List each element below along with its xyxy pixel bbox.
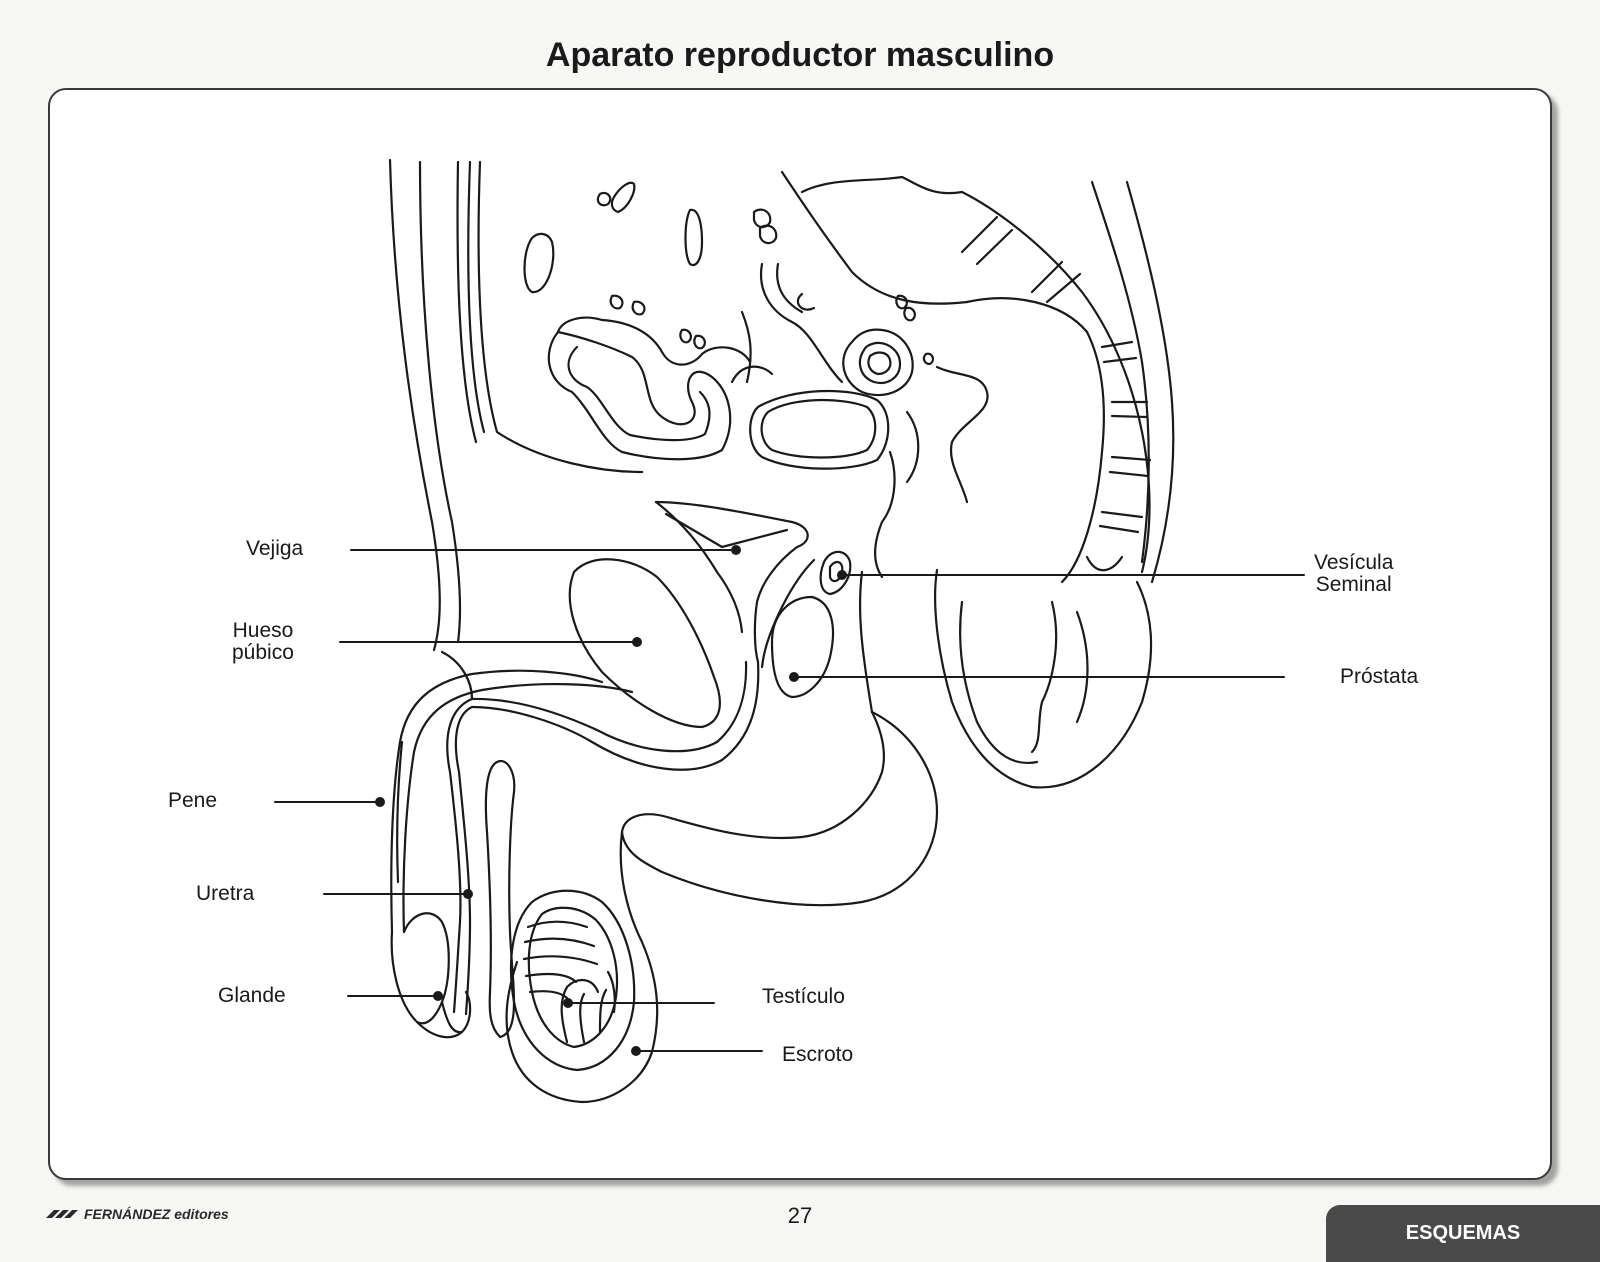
abdominal-wall: [390, 160, 642, 650]
label-hueso-pubico: [232, 620, 294, 664]
section-tab: ESQUEMAS: [1326, 1205, 1600, 1262]
label-hueso-pubico-line1: Hueso: [232, 619, 294, 642]
label-escroto: Escroto: [782, 1043, 854, 1066]
scrotum: [507, 572, 937, 1102]
dot-escroto: [631, 1046, 641, 1056]
label-vejiga: Vejiga: [246, 537, 304, 560]
page-number: 27: [787, 1203, 813, 1228]
prostate: [772, 597, 833, 697]
label-vesicula-line1: Vesícula: [1314, 551, 1394, 574]
dot-glande: [433, 991, 443, 1001]
label-prostata: Próstata: [1340, 665, 1419, 688]
publisher-name: FERNÁNDEZ editores: [84, 1206, 229, 1222]
dot-pene: [375, 797, 385, 807]
sacrum: [962, 182, 1173, 582]
dot-vejiga: [731, 545, 741, 555]
label-testiculo: Testículo: [762, 985, 845, 1008]
intestines: [525, 183, 988, 577]
label-glande: Glande: [218, 984, 286, 1007]
rectum: [935, 570, 1151, 787]
dot-vesicula: [837, 570, 847, 580]
label-uretra: Uretra: [196, 882, 255, 905]
label-vesicula-seminal: [1314, 552, 1393, 596]
dot-prostata: [789, 672, 799, 682]
bladder: [656, 502, 808, 662]
pubic-bone: [570, 559, 720, 727]
dot-hueso-pubico: [632, 637, 642, 647]
page-title: Aparato reproductor masculino: [545, 36, 1055, 74]
penis: [391, 652, 758, 1037]
dot-testiculo: [563, 998, 573, 1008]
dot-uretra: [463, 889, 473, 899]
testicle: [511, 891, 634, 1070]
label-pene: Pene: [168, 789, 218, 812]
label-vesicula-line2: Seminal: [1315, 573, 1392, 596]
diagram-frame: [48, 88, 1552, 1180]
label-hueso-pubico-line2: púbico: [232, 641, 294, 664]
